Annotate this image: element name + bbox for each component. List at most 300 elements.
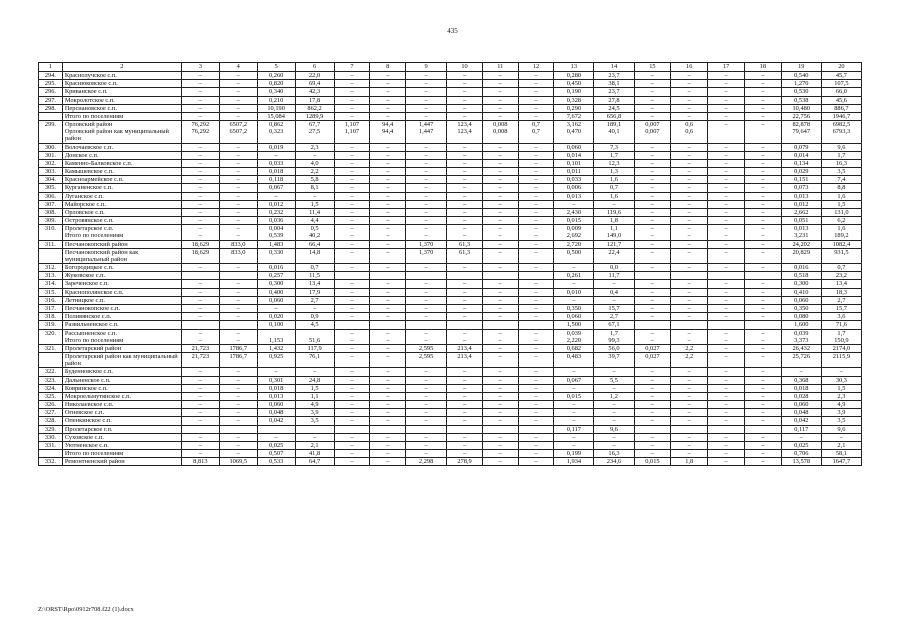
column-number-header: 2 [62, 63, 181, 72]
value-cell: – [482, 184, 518, 192]
value-cell: – [708, 296, 745, 304]
value-cell: – [671, 392, 708, 400]
value-cell: 18,629 [181, 240, 219, 248]
value-cell: – – [708, 225, 745, 240]
value-cell: – [671, 450, 708, 458]
value-cell: – [406, 392, 447, 400]
value-cell: 0,012 [781, 200, 821, 208]
value-cell: – [554, 417, 594, 425]
value-cell: – [744, 344, 781, 352]
value-cell: – [334, 417, 370, 425]
value-cell: – [181, 384, 219, 392]
value-cell: – [634, 280, 671, 288]
value-cell: 0,400 [257, 288, 295, 296]
value-cell: – [181, 159, 219, 167]
value-cell: – [370, 296, 406, 304]
table-row [39, 296, 862, 304]
value-cell: – [334, 441, 370, 449]
row-number: 331. [39, 441, 63, 449]
value-cell: 0,533 [257, 458, 295, 466]
value-cell: 22,0 [295, 72, 334, 80]
value-cell: 0,018 [257, 168, 295, 176]
value-cell: – [744, 240, 781, 248]
value-cell: – [334, 168, 370, 176]
value-cell: 0,301 [257, 376, 295, 384]
value-cell: 0,328 [554, 96, 594, 104]
value-cell: 1,6 189,2 [821, 225, 861, 240]
value-cell [447, 272, 483, 280]
value-cell: – [447, 217, 483, 225]
value-cell: 0,350 [781, 304, 821, 312]
column-number-header: 13 [554, 63, 594, 72]
value-cell: 7,672 [554, 112, 594, 120]
value-cell: – [219, 72, 257, 80]
value-cell: 0,048 [257, 409, 295, 417]
column-number-header: 15 [634, 63, 671, 72]
value-cell: 2,1 [295, 441, 334, 449]
value-cell: – [370, 200, 406, 208]
value-cell: – [671, 151, 708, 159]
value-cell: – [744, 264, 781, 272]
row-number: 319. [39, 321, 63, 329]
value-cell: – [482, 176, 518, 184]
value-cell: – [406, 184, 447, 192]
value-cell [406, 321, 447, 329]
value-cell: – [334, 392, 370, 400]
value-cell: 2,3 [821, 392, 861, 400]
value-cell: – [334, 288, 370, 296]
value-cell: – [634, 151, 671, 159]
value-cell: 0,117 [554, 425, 594, 433]
value-cell: – [181, 296, 219, 304]
column-number-header: 6 [295, 63, 334, 72]
value-cell: 0,013 [257, 392, 295, 400]
territory-name: Персиановское с.п. [62, 104, 181, 112]
value-cell: 0,011 [554, 168, 594, 176]
value-cell: – [406, 200, 447, 208]
territory-name: Песчанокопский район [62, 240, 181, 248]
value-cell: 45,6 [821, 96, 861, 104]
value-cell: 26,432 [781, 344, 821, 352]
value-cell: 1,107 1,107 [334, 121, 370, 144]
table-row [39, 392, 862, 400]
territory-name: Огневское с.п. [62, 409, 181, 417]
value-cell: – [634, 143, 671, 151]
row-number: 298. [39, 104, 63, 112]
value-cell: – [181, 441, 219, 449]
value-cell: – [744, 248, 781, 263]
value-cell: 8,1 [295, 184, 334, 192]
territory-name: Пролетарское с.п. Итого по поселениям [62, 225, 181, 240]
value-cell: – [634, 450, 671, 458]
row-number: 313. [39, 272, 63, 280]
value-cell: – [518, 200, 554, 208]
value-cell: – [370, 159, 406, 167]
data-table [38, 62, 862, 466]
value-cell: – [181, 80, 219, 88]
value-cell: 0,6 0,6 [671, 121, 708, 144]
column-number-header: 1 [39, 63, 63, 72]
row-number: 309. [39, 217, 63, 225]
value-cell: 2,595 [406, 353, 447, 368]
table-row [39, 208, 862, 216]
value-cell: 7,3 [594, 143, 634, 151]
value-cell: 22,4 [594, 248, 634, 263]
value-cell: – [518, 248, 554, 263]
value-cell: – [447, 88, 483, 96]
value-cell: – [181, 96, 219, 104]
value-cell: – [482, 88, 518, 96]
value-cell: – [671, 208, 708, 216]
value-cell: – – [744, 329, 781, 344]
value-cell: – [671, 417, 708, 425]
value-cell: 1,483 [257, 240, 295, 248]
value-cell: 22,756 [781, 112, 821, 120]
value-cell: – [518, 112, 554, 120]
value-cell: – [181, 368, 219, 376]
value-cell: 9,6 [594, 425, 634, 433]
value-cell [334, 321, 370, 329]
value-cell: – [334, 313, 370, 321]
value-cell: 0,073 [781, 184, 821, 192]
value-cell: – [447, 72, 483, 80]
value-cell: – [370, 112, 406, 120]
value-cell: – [708, 240, 745, 248]
value-cell: – [219, 143, 257, 151]
value-cell [219, 425, 257, 433]
table-row [39, 272, 862, 280]
value-cell: 0,012 [257, 200, 295, 208]
value-cell: 1,500 [554, 321, 594, 329]
value-cell: – [708, 409, 745, 417]
value-cell: – [518, 344, 554, 352]
value-cell: – [219, 384, 257, 392]
value-cell: – [181, 288, 219, 296]
value-cell: – [671, 409, 708, 417]
value-cell: – [482, 217, 518, 225]
table-row [39, 368, 862, 376]
table-row [39, 353, 862, 368]
value-cell: – – [744, 225, 781, 240]
value-cell: – [708, 151, 745, 159]
value-cell: – [406, 159, 447, 167]
row-number: 299. [39, 121, 63, 144]
value-cell: 0,004 0,539 [257, 225, 295, 240]
table-row [39, 217, 862, 225]
row-number: 330. [39, 433, 63, 441]
value-cell: – [370, 384, 406, 392]
value-cell [708, 272, 745, 280]
value-cell: – – [181, 329, 219, 344]
territory-name: Криванское с.п. [62, 88, 181, 96]
value-cell: – [370, 240, 406, 248]
value-cell: – [634, 248, 671, 263]
value-cell: – [447, 376, 483, 384]
value-cell: – – [181, 225, 219, 240]
row-number: 322. [39, 368, 63, 376]
value-cell: – [482, 304, 518, 312]
value-cell: – [518, 304, 554, 312]
row-number: 327. [39, 409, 63, 417]
value-cell: 42,3 [295, 88, 334, 96]
value-cell: – [334, 200, 370, 208]
value-cell: 1,370 [406, 248, 447, 263]
value-cell: 61,3 [447, 248, 483, 263]
value-cell: – [257, 192, 295, 200]
value-cell: – [634, 184, 671, 192]
value-cell: – [406, 296, 447, 304]
value-cell: – [671, 104, 708, 112]
value-cell: – [334, 384, 370, 392]
value-cell: – [406, 112, 447, 120]
value-cell: – [447, 409, 483, 417]
value-cell: – [554, 433, 594, 441]
value-cell: 16,3 [594, 450, 634, 458]
value-cell: 0,518 [781, 272, 821, 280]
territory-name: Ковринское с.п. [62, 384, 181, 392]
value-cell: – [370, 248, 406, 263]
row-number: 296. [39, 88, 63, 96]
territory-name: Камышевское с.п. [62, 168, 181, 176]
value-cell: 56,0 [594, 344, 634, 352]
value-cell: – [518, 143, 554, 151]
value-cell: 0,232 [257, 208, 295, 216]
value-cell: – [744, 433, 781, 441]
value-cell: – [370, 304, 406, 312]
value-cell: 1,1 [295, 392, 334, 400]
value-cell: – [181, 88, 219, 96]
territory-name: Дальненское с.п. [62, 376, 181, 384]
value-cell: – [295, 192, 334, 200]
value-cell: 13,4 [821, 280, 861, 288]
value-cell: – – [370, 329, 406, 344]
value-cell: 14,8 [295, 248, 334, 263]
row-number: 312. [39, 264, 63, 272]
value-cell: – [518, 288, 554, 296]
value-cell: – [554, 441, 594, 449]
value-cell: – [708, 401, 745, 409]
value-cell: – [708, 344, 745, 352]
value-cell: 17,9 [295, 288, 334, 296]
value-cell: 16,3 [821, 159, 861, 167]
value-cell: 1,6 [821, 192, 861, 200]
value-cell: 0,033 [257, 159, 295, 167]
value-cell: 131,0 [821, 208, 861, 216]
value-cell: – [518, 208, 554, 216]
value-cell: – [708, 433, 745, 441]
value-cell: 0,350 [554, 304, 594, 312]
value-cell: – [708, 96, 745, 104]
value-cell: – [744, 450, 781, 458]
value-cell: 1,1 149,0 [594, 225, 634, 240]
value-cell: – [257, 368, 295, 376]
value-cell: 0,7 [821, 264, 861, 272]
value-cell: 2,7 [594, 313, 634, 321]
value-cell: – [219, 392, 257, 400]
value-cell [219, 321, 257, 329]
territory-name: Островянское с.п. [62, 217, 181, 225]
value-cell: – [744, 441, 781, 449]
value-cell: – [370, 433, 406, 441]
table-row [39, 313, 862, 321]
value-cell: – [219, 159, 257, 167]
value-cell: – [370, 151, 406, 159]
value-cell: – [671, 112, 708, 120]
value-cell: – [406, 143, 447, 151]
value-cell: – [518, 168, 554, 176]
value-cell: 13,578 [781, 458, 821, 466]
value-cell: – [482, 96, 518, 104]
value-cell: 1,934 [554, 458, 594, 466]
file-path-footer: Z:\ORST\Rpo\0912r708.f22 (1).docx [38, 606, 134, 613]
value-cell: 0,7 [295, 264, 334, 272]
value-cell: – [406, 192, 447, 200]
value-cell: – [708, 121, 745, 144]
territory-name: Развильненское с.п. [62, 321, 181, 329]
value-cell: – [518, 96, 554, 104]
value-cell: – [370, 168, 406, 176]
value-cell: 1,270 [781, 80, 821, 88]
territory-name: Красноармейское с.п. [62, 176, 181, 184]
table-row [39, 344, 862, 352]
value-cell: – [671, 296, 708, 304]
row-number: 305. [39, 184, 63, 192]
value-cell: 656,8 [594, 112, 634, 120]
value-cell: – [406, 168, 447, 176]
value-cell: – [334, 401, 370, 409]
row-number: 302. [39, 159, 63, 167]
value-cell: 6,2 [821, 217, 861, 225]
table-row [39, 384, 862, 392]
value-cell: – [708, 208, 745, 216]
value-cell: 0,500 [554, 248, 594, 263]
value-cell: – [634, 80, 671, 88]
value-cell: – [219, 151, 257, 159]
value-cell: – [257, 151, 295, 159]
value-cell: – [708, 200, 745, 208]
value-cell: – [406, 417, 447, 425]
value-cell: – [671, 159, 708, 167]
territory-name: Опенкинское с.п. [62, 417, 181, 425]
value-cell: – [370, 217, 406, 225]
value-cell: 0,925 [257, 353, 295, 368]
value-cell: 3,5 [821, 417, 861, 425]
value-cell: – [518, 433, 554, 441]
value-cell: – [181, 184, 219, 192]
value-cell: 23,7 [594, 72, 634, 80]
value-cell: 119,6 [594, 208, 634, 216]
value-cell: 0,079 [781, 143, 821, 151]
table-row [39, 304, 862, 312]
value-cell: – [295, 304, 334, 312]
value-cell: – [482, 368, 518, 376]
value-cell: – [708, 112, 745, 120]
value-cell: 0,036 [257, 217, 295, 225]
value-cell: – [370, 392, 406, 400]
value-cell: – [334, 208, 370, 216]
value-cell: 0,7 0,7 [518, 121, 554, 144]
value-cell: 4,9 [295, 401, 334, 409]
value-cell: 1,447 1,447 [406, 121, 447, 144]
value-cell: – [334, 368, 370, 376]
value-cell: 2,7 [821, 296, 861, 304]
value-cell: – [334, 104, 370, 112]
value-cell: – [181, 304, 219, 312]
value-cell: – [219, 417, 257, 425]
table-row [39, 401, 862, 409]
value-cell [257, 425, 295, 433]
value-cell: 0,540 [781, 72, 821, 80]
value-cell: 3,9 [295, 409, 334, 417]
value-cell: 0,280 [554, 72, 594, 80]
value-cell: 1,6 [594, 176, 634, 184]
value-cell: – [744, 296, 781, 304]
value-cell: – [594, 401, 634, 409]
value-cell: 24,8 [295, 376, 334, 384]
value-cell: – [334, 264, 370, 272]
value-cell: – [334, 176, 370, 184]
value-cell: – [671, 304, 708, 312]
value-cell: 25,726 [781, 353, 821, 368]
value-cell: – [744, 112, 781, 120]
value-cell: – – [334, 225, 370, 240]
value-cell: 0,013 [781, 192, 821, 200]
value-cell: 0,199 [554, 450, 594, 458]
value-cell: – [634, 159, 671, 167]
value-cell: – [518, 240, 554, 248]
value-cell: – [744, 159, 781, 167]
territory-name: Волочаевское с.п. [62, 143, 181, 151]
value-cell: – [744, 280, 781, 288]
value-cell: – [482, 392, 518, 400]
value-cell: – [181, 409, 219, 417]
table-row [39, 104, 862, 112]
value-cell: 0,450 [554, 80, 594, 88]
value-cell: – [634, 376, 671, 384]
value-cell: 2,1 [821, 441, 861, 449]
value-cell: – [634, 313, 671, 321]
row-number: 329. [39, 425, 63, 433]
value-cell: – [671, 80, 708, 88]
value-cell: – [671, 441, 708, 449]
value-cell: 0,067 [257, 184, 295, 192]
value-cell: – [482, 401, 518, 409]
value-cell: – [447, 200, 483, 208]
value-cell: 39,7 [594, 353, 634, 368]
value-cell [744, 425, 781, 433]
value-cell: 1,8 [671, 458, 708, 466]
value-cell: 0,020 [257, 313, 295, 321]
value-cell: – [744, 288, 781, 296]
value-cell: 2,720 [554, 240, 594, 248]
value-cell: – [708, 248, 745, 263]
value-cell: – [370, 401, 406, 409]
column-number-header: 14 [594, 63, 634, 72]
value-cell: 18,629 [181, 248, 219, 263]
value-cell [370, 272, 406, 280]
value-cell: – [447, 264, 483, 272]
value-cell: – [406, 208, 447, 216]
value-cell: – [482, 353, 518, 368]
value-cell: – [334, 80, 370, 88]
value-cell: 0,039 3,373 [781, 329, 821, 344]
value-cell: – [708, 80, 745, 88]
value-cell: 1786,7 [219, 353, 257, 368]
table-row [39, 441, 862, 449]
column-number-header: 3 [181, 63, 219, 72]
value-cell: – – [219, 225, 257, 240]
value-cell [518, 272, 554, 280]
